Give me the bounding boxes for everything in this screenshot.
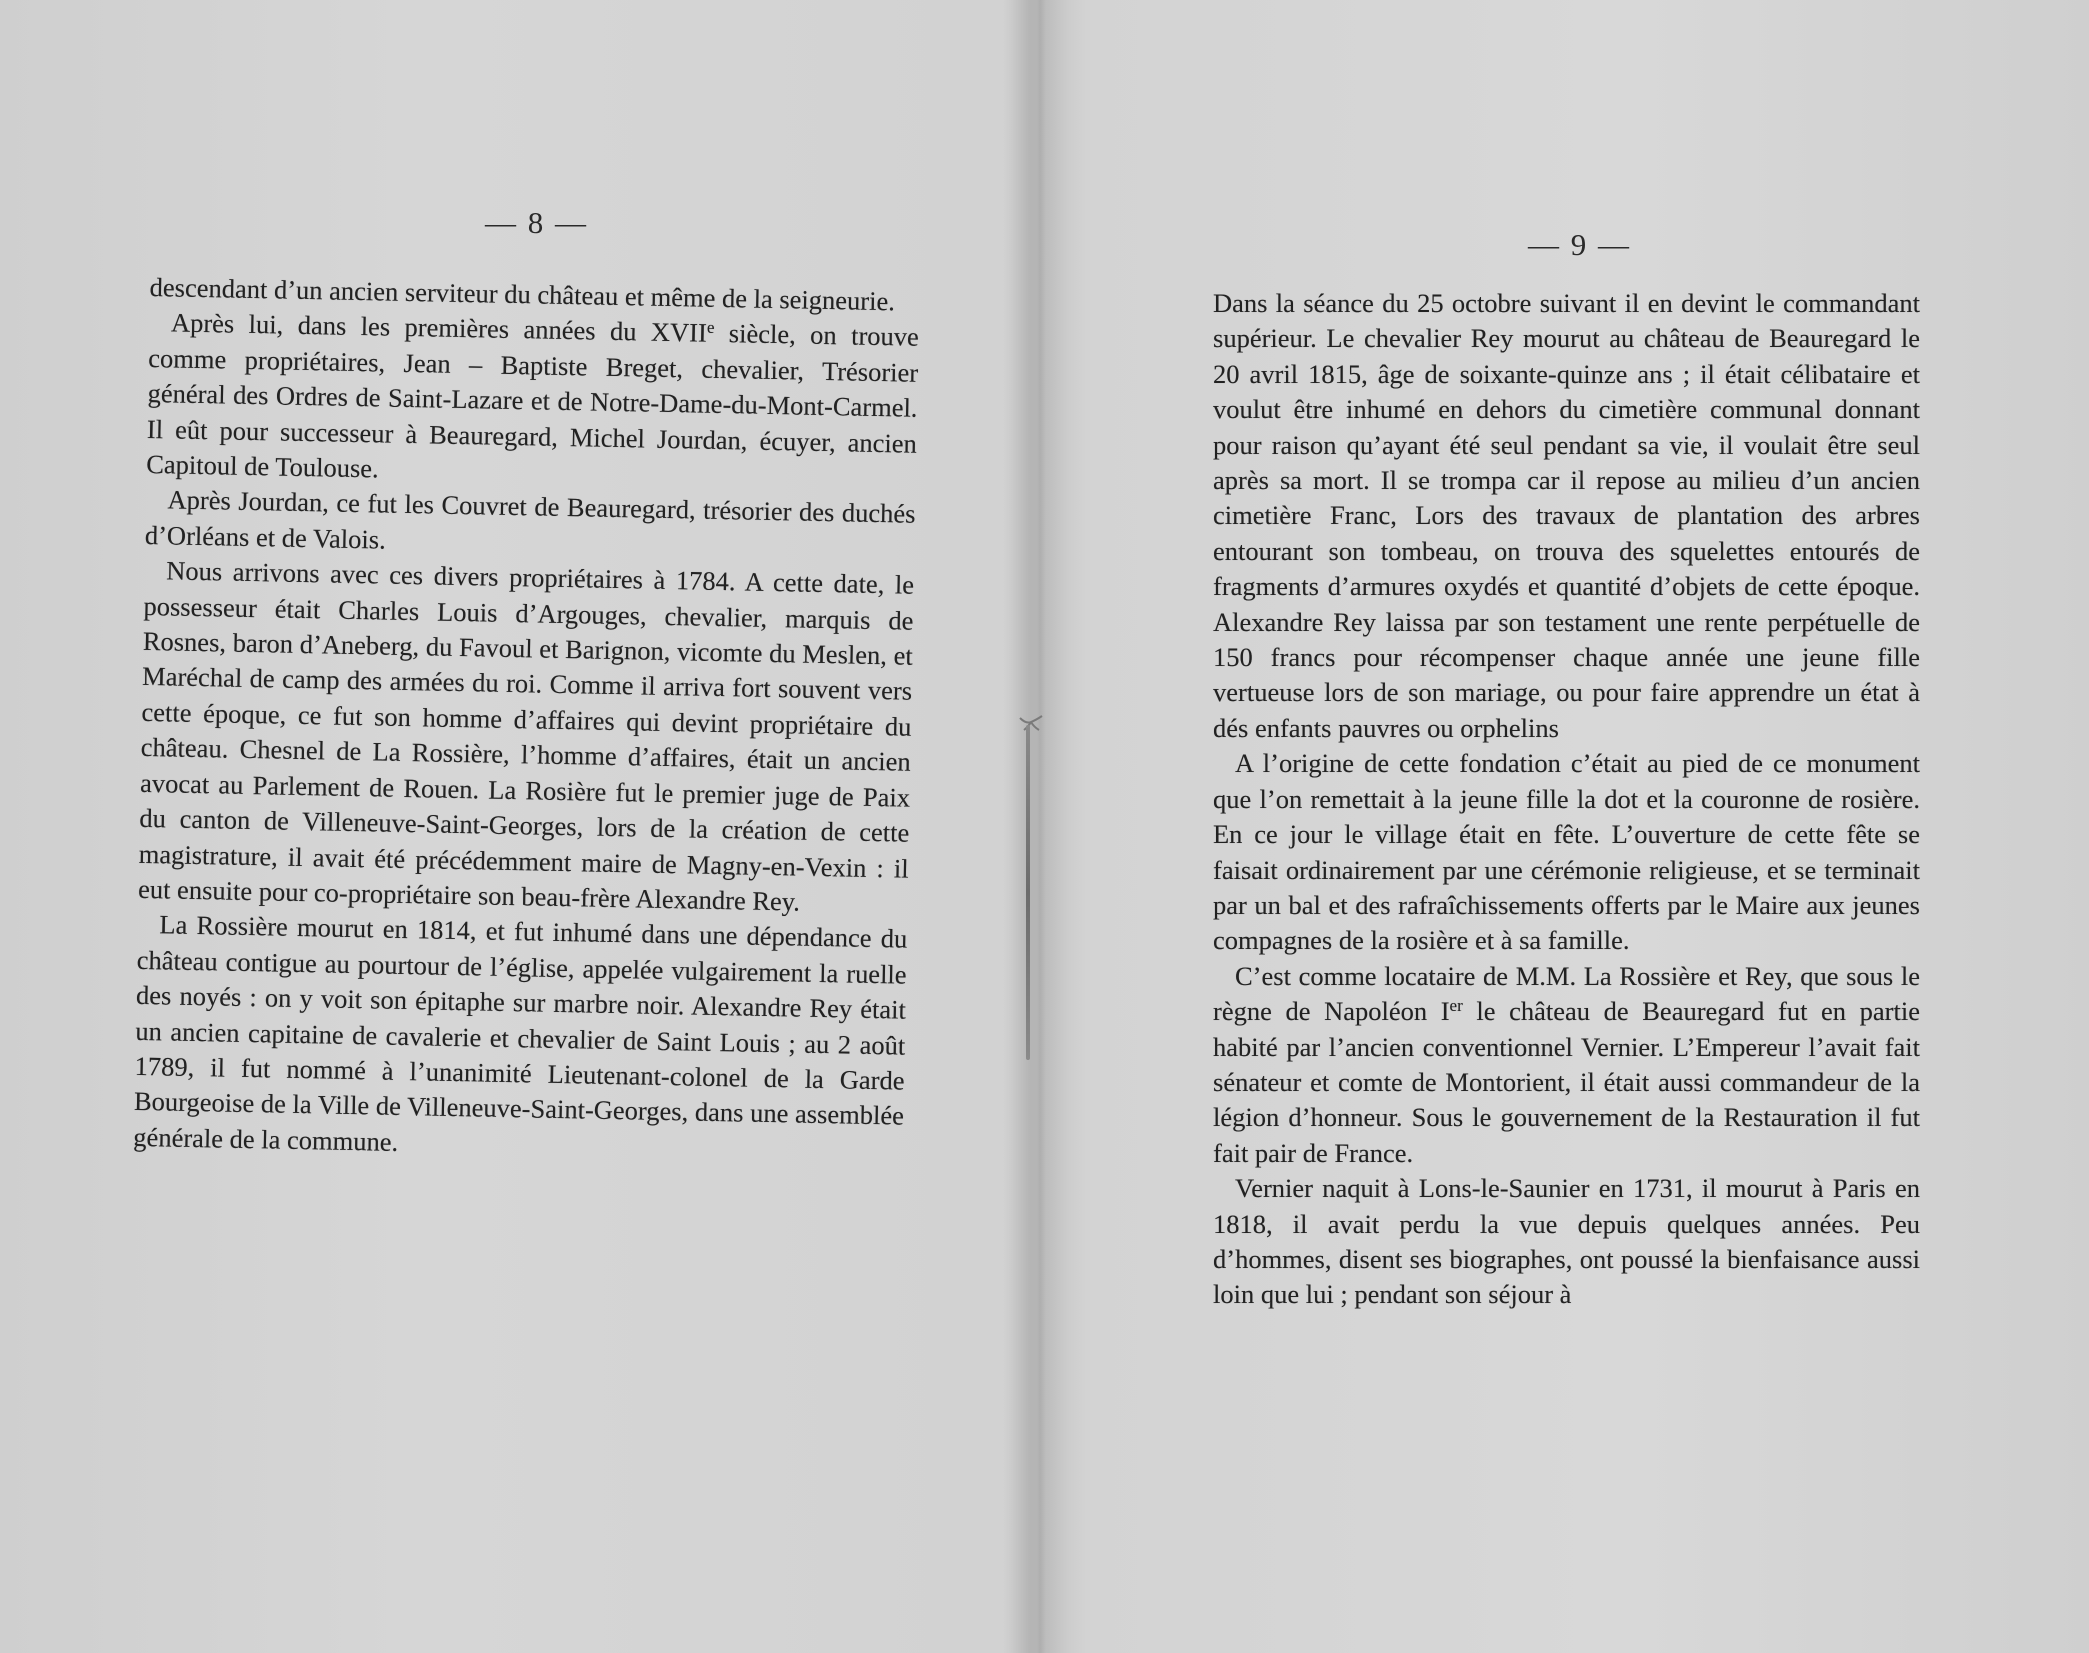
page-body <box>1213 286 1920 1313</box>
paragraph: Après lui, dans les premières années du XVIIe siècle, on trouve comme propriétaires, Jean – Baptiste Breget, chevalier, Trésorier général des Ordres de Saint-Lazare et de Notre-Dame-du-Mont-Carmel. Il eût pour successeur à Beauregard, Michel Jourdan, écuyer, ancien Capitoul de Toulouse. <box>145 307 920 484</box>
page-number: — 9 — <box>1528 227 1631 262</box>
left-page <box>133 0 920 1653</box>
paragraph: Après Jourdan, ce fut les Couvret de Beauregard, trésorier des duchés d’Orléans et de Valois. <box>144 484 916 555</box>
paragraph: A l’origine de cette fondation c’était au pied de ce monument que l’on remettait à la jeune fille la dot et la couronne de rosière. En ce jour le village était en fête. L’ouverture de cette fête se faisait ordinairement par une cérémonie religieuse, et se terminait par un bal et des rafraîchissements offerts par le Maire aux jeunes compagnes de la rosière et à sa famille. <box>1213 748 1920 956</box>
binding-stitch <box>1026 725 1030 1060</box>
paragraph: La Rossière mourut en 1814, et fut inhumé dans une dépendance du château contigue au pourtour de l’église, appelée vulgairement la ruelle des noyés : on y voit son épitaphe sur marbre noir. Alexandre Rey était un ancien capitaine de cavalerie et chevalier de Saint Louis ; au 2 août 1789, il fut nommé à l’unanimité Lieutenant-colonel de la Garde Bourgeoise de la Ville de Villeneuve-Saint-Georges, dans une assemblée générale de la commune. <box>133 909 908 1157</box>
paragraph: descendant d’un ancien serviteur du château et même de la seigneurie. <box>149 271 896 317</box>
paragraph: C’est comme locataire de M.M. La Rossière et Rey, que sous le règne de Napoléon Ier le château de Beauregard fut en partie habité par l’ancien conventionnel Vernier. L’Empereur l’avait fait sénateur et comte de Montorient, il était aussi commandeur de la légion d’honneur. Sous le gouvernement de la Restauration il fut fait pair de France. <box>1213 960 1920 1168</box>
right-page <box>1195 0 1940 1653</box>
paragraph: Nous arrivons avec ces divers propriétaires à 1784. A cette date, le possesseur était Charles Louis d’Argouges, chevalier, marquis de Rosnes, baron d’Aneberg, du Favoul et Barignon, vicomte du Meslen, et Maréchal de camp des armées du roi. Comme il arriva fort souvent vers cette époque, ce fut son homme d’affaires qui devint propriétaire du château. Chesnel de La Rossière, l’homme d’affaires, était un ancien avocat au Parlement de Rouen. La Rosière fut le premier juge de Paix du canton de Villeneuve-Saint-Georges, lors de la création de cette magistrature, il avait été précédemment maire de Magny-en-Vexin : il eut ensuite pour co-propriétaire son beau-frère Alexandre Rey. <box>137 555 915 917</box>
page-body <box>133 270 920 1170</box>
paragraph: Vernier naquit à Lons-le-Saunier en 1731, il mourut à Paris en 1818, il avait perdu la vue depuis quelques années. Peu d’hommes, disent ses biographes, ont poussé la bienfaisance aussi loin que lui ; pendant son séjour à <box>1213 1173 1920 1310</box>
thread-knot <box>1018 712 1044 732</box>
gutter-shadow <box>1010 0 1070 1653</box>
page-number: — 8 — <box>485 205 588 240</box>
paragraph: Dans la séance du 25 octobre suivant il en devint le commandant supérieur. Le chevalier Rey mourut au château de Beauregard le 20 avril 1815, âge de soixante-quinze ans ; il était célibataire et voulut être inhumé en dehors du cimetière communal donnant pour raison qu’ayant été seul pendant sa vie, il voulait être seul après sa mort. Il se trompa car il repose au milieu d’un ancien cimetière Franc, Lors des travaux de plantation des arbres entourant son tombeau, on trouva des squelettes entourés de fragments d’armures oxydés et quantité d’objets de cette époque. Alexandre Rey laissa par son testament une rente perpétuelle de 150 francs pour récompenser chaque année une jeune fille vertueuse lors de son mariage, ou pour faire apprendre un état à dés enfants pauvres ou orphelins <box>1213 288 1920 743</box>
